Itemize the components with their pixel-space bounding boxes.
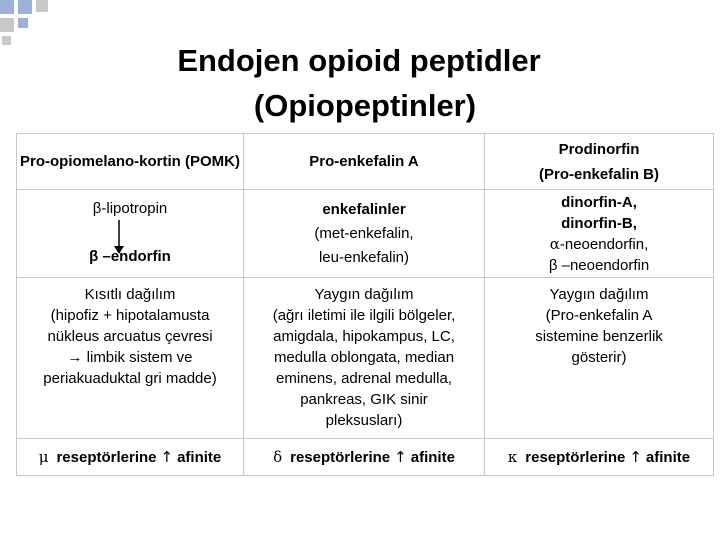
pomk-peptides [17,190,244,278]
distribution-line: pleksusları) [325,412,403,429]
distribution-line: Yaygın dağılım [314,286,414,303]
distribution-line: eminens, adrenal medulla, [276,370,452,387]
distribution-line: (Pro-enkefalin A [545,307,653,324]
affinity-text: afinite [410,448,455,466]
mu-symbol: μ [38,447,49,466]
distribution-row [17,278,714,439]
up-arrow-icon: ↑ [629,447,642,466]
receptor-row [17,439,714,476]
distribution-line: (hipofiz + hipotalamusta [50,307,210,324]
receptor-text: reseptörlerine [56,448,157,466]
decorative-squares [0,0,60,50]
distribution-line: Kısıtlı dağılım [84,286,176,303]
up-arrow-icon: ↑ [394,447,407,466]
pomk-distribution [17,278,244,439]
leu-enkefalin: leu-enkefalin) [318,249,410,266]
beta-lipotropin: β-lipotropin [92,200,168,217]
up-arrow-icon: ↑ [160,447,174,466]
distribution-line: pankreas, GIK sinir [300,391,428,408]
enkefalin-distribution [244,278,485,439]
receptor-text: reseptörlerine [290,448,391,466]
header-row [17,134,714,190]
receptor-text: reseptörlerine [525,448,626,466]
kappa-symbol: κ [507,447,518,466]
distribution-line: sistemine benzerlik [535,328,663,345]
header-prodinorfin-line2: (Pro-enkefalin B) [538,165,659,183]
kappa-receptor-affinity [485,439,714,476]
distribution-line: medulla oblongata, median [273,349,455,366]
enkefalin-peptides [244,190,485,278]
distribution-line: periakuaduktal gri madde) [43,370,217,387]
enkefalinler-label: enkefalinler [322,201,406,218]
alpha-symbol: α [549,234,560,253]
alpha-neoendorfin-text: -neoendorfin, [559,235,649,253]
mu-receptor-affinity [17,439,244,476]
peptides-row [17,190,714,278]
header-pomk: Pro-opiomelano-kortin (POMK) [17,134,244,190]
header-proenkefalin-a: Pro-enkefalin A [244,134,485,190]
delta-symbol: δ [273,447,283,466]
beta-endorfin: β –endorfin [89,248,171,265]
distribution-line: nükleus arcuatus çevresi [47,328,213,345]
dinorfin-a: dinorfin-A, [561,193,637,211]
distribution-line: amigdala, hipokampus, LC, [273,328,455,345]
affinity-text: afinite [177,448,222,466]
distribution-line: (ağrı iletimi ile ilgili bölgeler, [272,307,456,324]
slide-title [60,38,630,128]
header-prodinorfin-line1: Prodinorfin [558,140,640,158]
met-enkefalin: (met-enkefalin, [314,225,414,242]
distribution-line: → limbik sistem ve [67,349,193,366]
alpha-neoendorfin [487,234,711,255]
distribution-line: gösterir) [571,349,627,366]
dinorfin-b: dinorfin-B, [561,214,637,232]
title-line-1: Endojen opioid peptidler [177,43,541,78]
delta-receptor-affinity [244,439,485,476]
affinity-text: afinite [645,448,691,466]
dinorfin-peptides [485,190,714,278]
header-prodinorfin [485,134,714,190]
peptide-table [16,133,714,476]
title-line-2: (Opiopeptinler) [253,88,477,123]
beta-neoendorfin: β –neoendorfin [548,256,650,274]
distribution-line: Yaygın dağılım [549,286,649,303]
dinorfin-distribution [485,278,714,439]
